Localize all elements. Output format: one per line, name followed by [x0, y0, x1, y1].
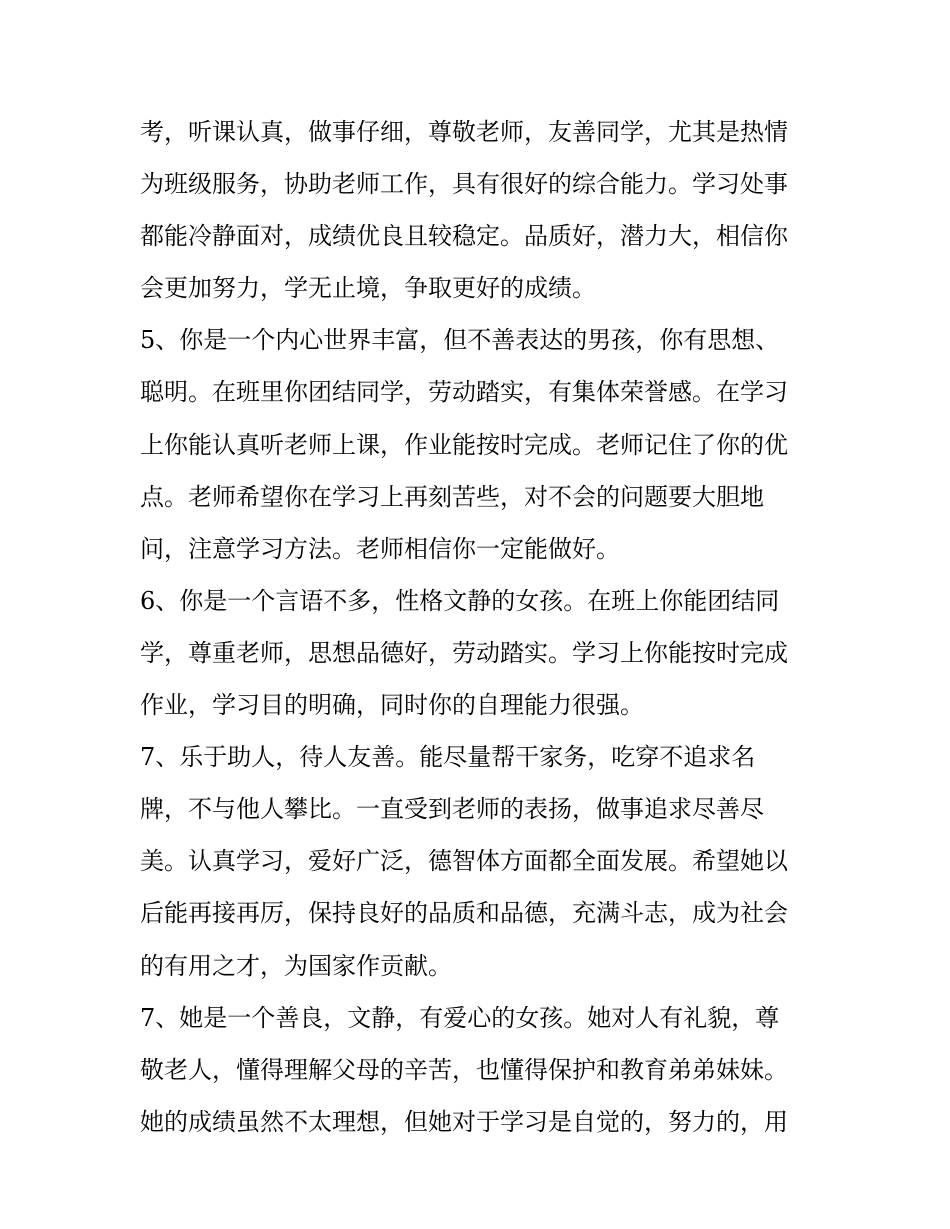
- text-line: 都能冷静面对，成绩优良且较稳定。品质好，潜力大，相信你: [140, 222, 788, 251]
- document-body-text: [140, 106, 820, 1148]
- text-line: 敬老人，懂得理解父母的辛苦，也懂得保护和教育弟弟妹妹。: [140, 1055, 788, 1084]
- text-line: 会更加努力，学无止境，争取更好的成绩。: [140, 274, 596, 303]
- text-line: 考，听课认真，做事仔细，尊敬老师，友善同学，尤其是热情: [140, 118, 788, 146]
- text-line: 学，尊重老师，思想品德好，劳动踏实。学习上你能按时完成: [140, 638, 788, 667]
- text-line: 牌，不与他人攀比。一直受到老师的表扬，做事追求尽善尽: [140, 795, 764, 824]
- text-line: 美。认真学习，爱好广泛，德智体方面都全面发展。希望她以: [140, 847, 788, 876]
- text-line: 的有用之才，为国家作贡献。: [140, 951, 452, 980]
- text-line: 6、你是一个言语不多，性格文静的女孩。在班上你能团结同: [140, 586, 780, 615]
- text-line: 7、她是一个善良，文静，有爱心的女孩。她对人有礼貌，尊: [140, 1003, 780, 1032]
- text-line: 点。老师希望你在学习上再刻苦些，对不会的问题要大胆地: [140, 482, 764, 511]
- text-line: 上你能认真听老师上课，作业能按时完成。老师记住了你的优: [140, 430, 788, 459]
- text-line: 作业，学习目的明确，同时你的自理能力很强。: [140, 691, 644, 720]
- text-line: 为班级服务，协助老师工作，具有很好的综合能力。学习处事: [140, 170, 788, 199]
- text-line: 7、乐于助人，待人友善。能尽量帮干家务，吃穿不追求名: [140, 743, 756, 772]
- text-line: 问，注意学习方法。老师相信你一定能做好。: [140, 534, 620, 563]
- text-line: 聪明。在班里你团结同学，劳动踏实，有集体荣誉感。在学习: [140, 378, 788, 407]
- text-line: 后能再接再厉，保持良好的品质和品德，充满斗志，成为社会: [140, 899, 788, 928]
- text-line: 她的成绩虽然不太理想，但她对于学习是自觉的，努力的，用: [140, 1107, 788, 1136]
- text-line: 5、你是一个内心世界丰富，但不善表达的男孩，你有思想、: [140, 326, 780, 355]
